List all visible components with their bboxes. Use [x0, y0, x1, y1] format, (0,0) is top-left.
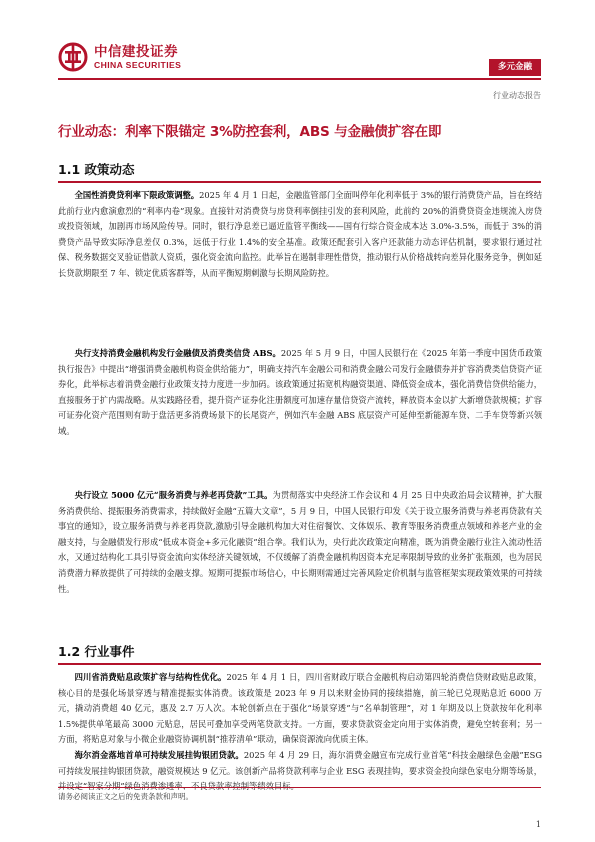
- china-securities-logo-icon: [58, 42, 88, 72]
- paragraph-lead: 央行支持消费金融机构发行金融债及消费类信贷 ABS。: [74, 348, 281, 358]
- section-heading-policy: 1.1 政策动态: [58, 162, 135, 177]
- paragraph-lead: 央行设立 5000 亿元“服务消费与养老再贷款”工具。: [74, 490, 273, 500]
- paragraph-text: 2025 年 4 月 29 日，海尔消费金融宣布完成行业首笔“科技金融绿色金融”ESG 可持续发展挂钩银团贷款，融资规模达 9 亿元。该创新产品将贷款利率与企业 ESG 表现挂钩，要求资金投向绿色家电分期等场景，: [58, 750, 542, 776]
- section-rule: [58, 181, 541, 183]
- report-type-label: 行业动态报告: [493, 91, 541, 100]
- paragraph-text: 2025 年 4 月 1 日起，金融监管部门全面叫停年化利率低于 3%的银行消费贷产品，旨在终结此前行业内愈演愈烈的“利率内卷”现象。直接针对消费贷与房贷利率倒挂引发的套利风险，此前约 20%的消费贷资金违规流入房贷或投资领域，加剧再市场风险传导。同时，银行净息差已逼近监管平衡线——国有行综合资金成本达 3.0%-3.5%，而低于 3%的消费贷产品导致实际净息差仅 0.3%，远低于行业 1.4%的安全基准。政策还配套引入客户还款能力动态评估机制，要求银行通过社保、税务数据交叉验证借款人资质，强化资金流向监控。此举旨在遏制非理性借贷，推动银行从价格战转向差异化服务竞争，例如延长贷款期限至 7 年、锁定优质客群等，从而平衡短期刺激与长期风险防控。: [58, 190, 542, 278]
- paragraph: [58, 188, 542, 282]
- paragraph-lead: 全国性消费贷利率下限政策调整。: [74, 190, 200, 200]
- paragraph: [58, 346, 542, 440]
- paragraph-text: 为贯彻落实中央经济工作会议和 4 月 25 日中央政治局会议精神，扩大服务消费供给、提振服务消费需求，持续做好金融“五篇大文章”，5 月 9 日，中国人民银行印发《关于设立服务消费与养老再贷款有关事宜的通知》，设立服务消费与养老再贷款,激励引导金融机构加大对住宿餐饮、文体娱乐、教育等服务消费重点领域和养老产业的金融支持，与金融债发行形成“低成本资金+多元化融资”组合拳。我们认为，央行此次政策定向精准，既为消费金融行业注入流动性活水，又通过结构化工具引导资金流向实体经济关键领域，不仅缓解了消费金融机构因资本充足率限制导致的业务扩张瓶颈，也为居民消费潜力释放提供了可持续的金融支撑。短期可提振市场信心，中长期则需通过完善风险定价机制与监管框架实现政策效果的可持续性。: [58, 490, 542, 594]
- brand-name-cn: 中信建投证券: [94, 44, 178, 60]
- page-number: 1: [535, 820, 541, 829]
- brand-name-en: CHINA SECURITIES: [94, 60, 182, 70]
- paragraph-text: 2025 年 4 月 1 日，四川省财政厅联合金融机构启动第四轮消费信贷财政贴息政策，核心目的是强化场景穿透与精准提振实体消费。该政策是 2023 年 9 月以来财金协同的接续措施，前三轮已兑现贴息近 6000 万元，撬动消费超 40 亿元，惠及 2.7 万人次。本轮创新点在于强化“场景穿透”与“名单制管理”，对 1 年期及以上贷款按年化利率 1.5%提供单笔最高 3000 元贴息，居民可叠加享受两笔贷款支持。一方面，要求贷款资金定向用于实体消费，避免空转套利；另一方面，将贴息对象与小微企业融资协调机制“推荐清单”联动，确保资源流向优质主体。: [58, 672, 542, 745]
- page-header: [0, 0, 595, 110]
- section-heading-events: 1.2 行业事件: [58, 644, 135, 659]
- section-rule: [58, 663, 541, 665]
- paragraph: [58, 488, 542, 597]
- disclaimer: 请务必阅读正文之后的免责条款和声明。: [58, 792, 193, 801]
- page-title: 行业动态：利率下限锚定 3%防控套利，ABS 与金融债扩容在即: [58, 124, 442, 140]
- sector-badge: 多元金融: [489, 59, 541, 76]
- paragraph-text: 2025 年 5 月 9 日，中国人民银行在《2025 年第一季度中国货币政策执行报告》中提出“增强消费金融机构资金供给能力”，明确支持汽车金融公司和消费金融公司发行金融债券并扩容消费类信贷资产证券化，此举标志着消费金融行业政策支持力度进一步加码。该政策通过拓宽机构融资渠道、降低资金成本，强化消费信贷供给能力，直接服务于扩内需战略。从实践路径看，提升资产证券化注册额度可加速存量信贷资产流转，释放资本金以扩大新增贷款规模；扩容可证券化资产范围则有助于盘活更多消费场景下的长尾资产，例如汽车金融 ABS 底层资产可延伸至新能源车贷、二手车贷等新兴领域。: [58, 348, 542, 436]
- footer-rule: [58, 787, 541, 788]
- paragraph: [58, 670, 542, 748]
- paragraph-lead: 四川省消费贴息政策扩容与结构性优化。: [74, 672, 227, 682]
- paragraph-lead: 海尔消金落地首单可持续发展挂钩银团贷款。: [74, 750, 244, 760]
- brand-logo: [58, 42, 181, 72]
- header-rule: [58, 78, 541, 80]
